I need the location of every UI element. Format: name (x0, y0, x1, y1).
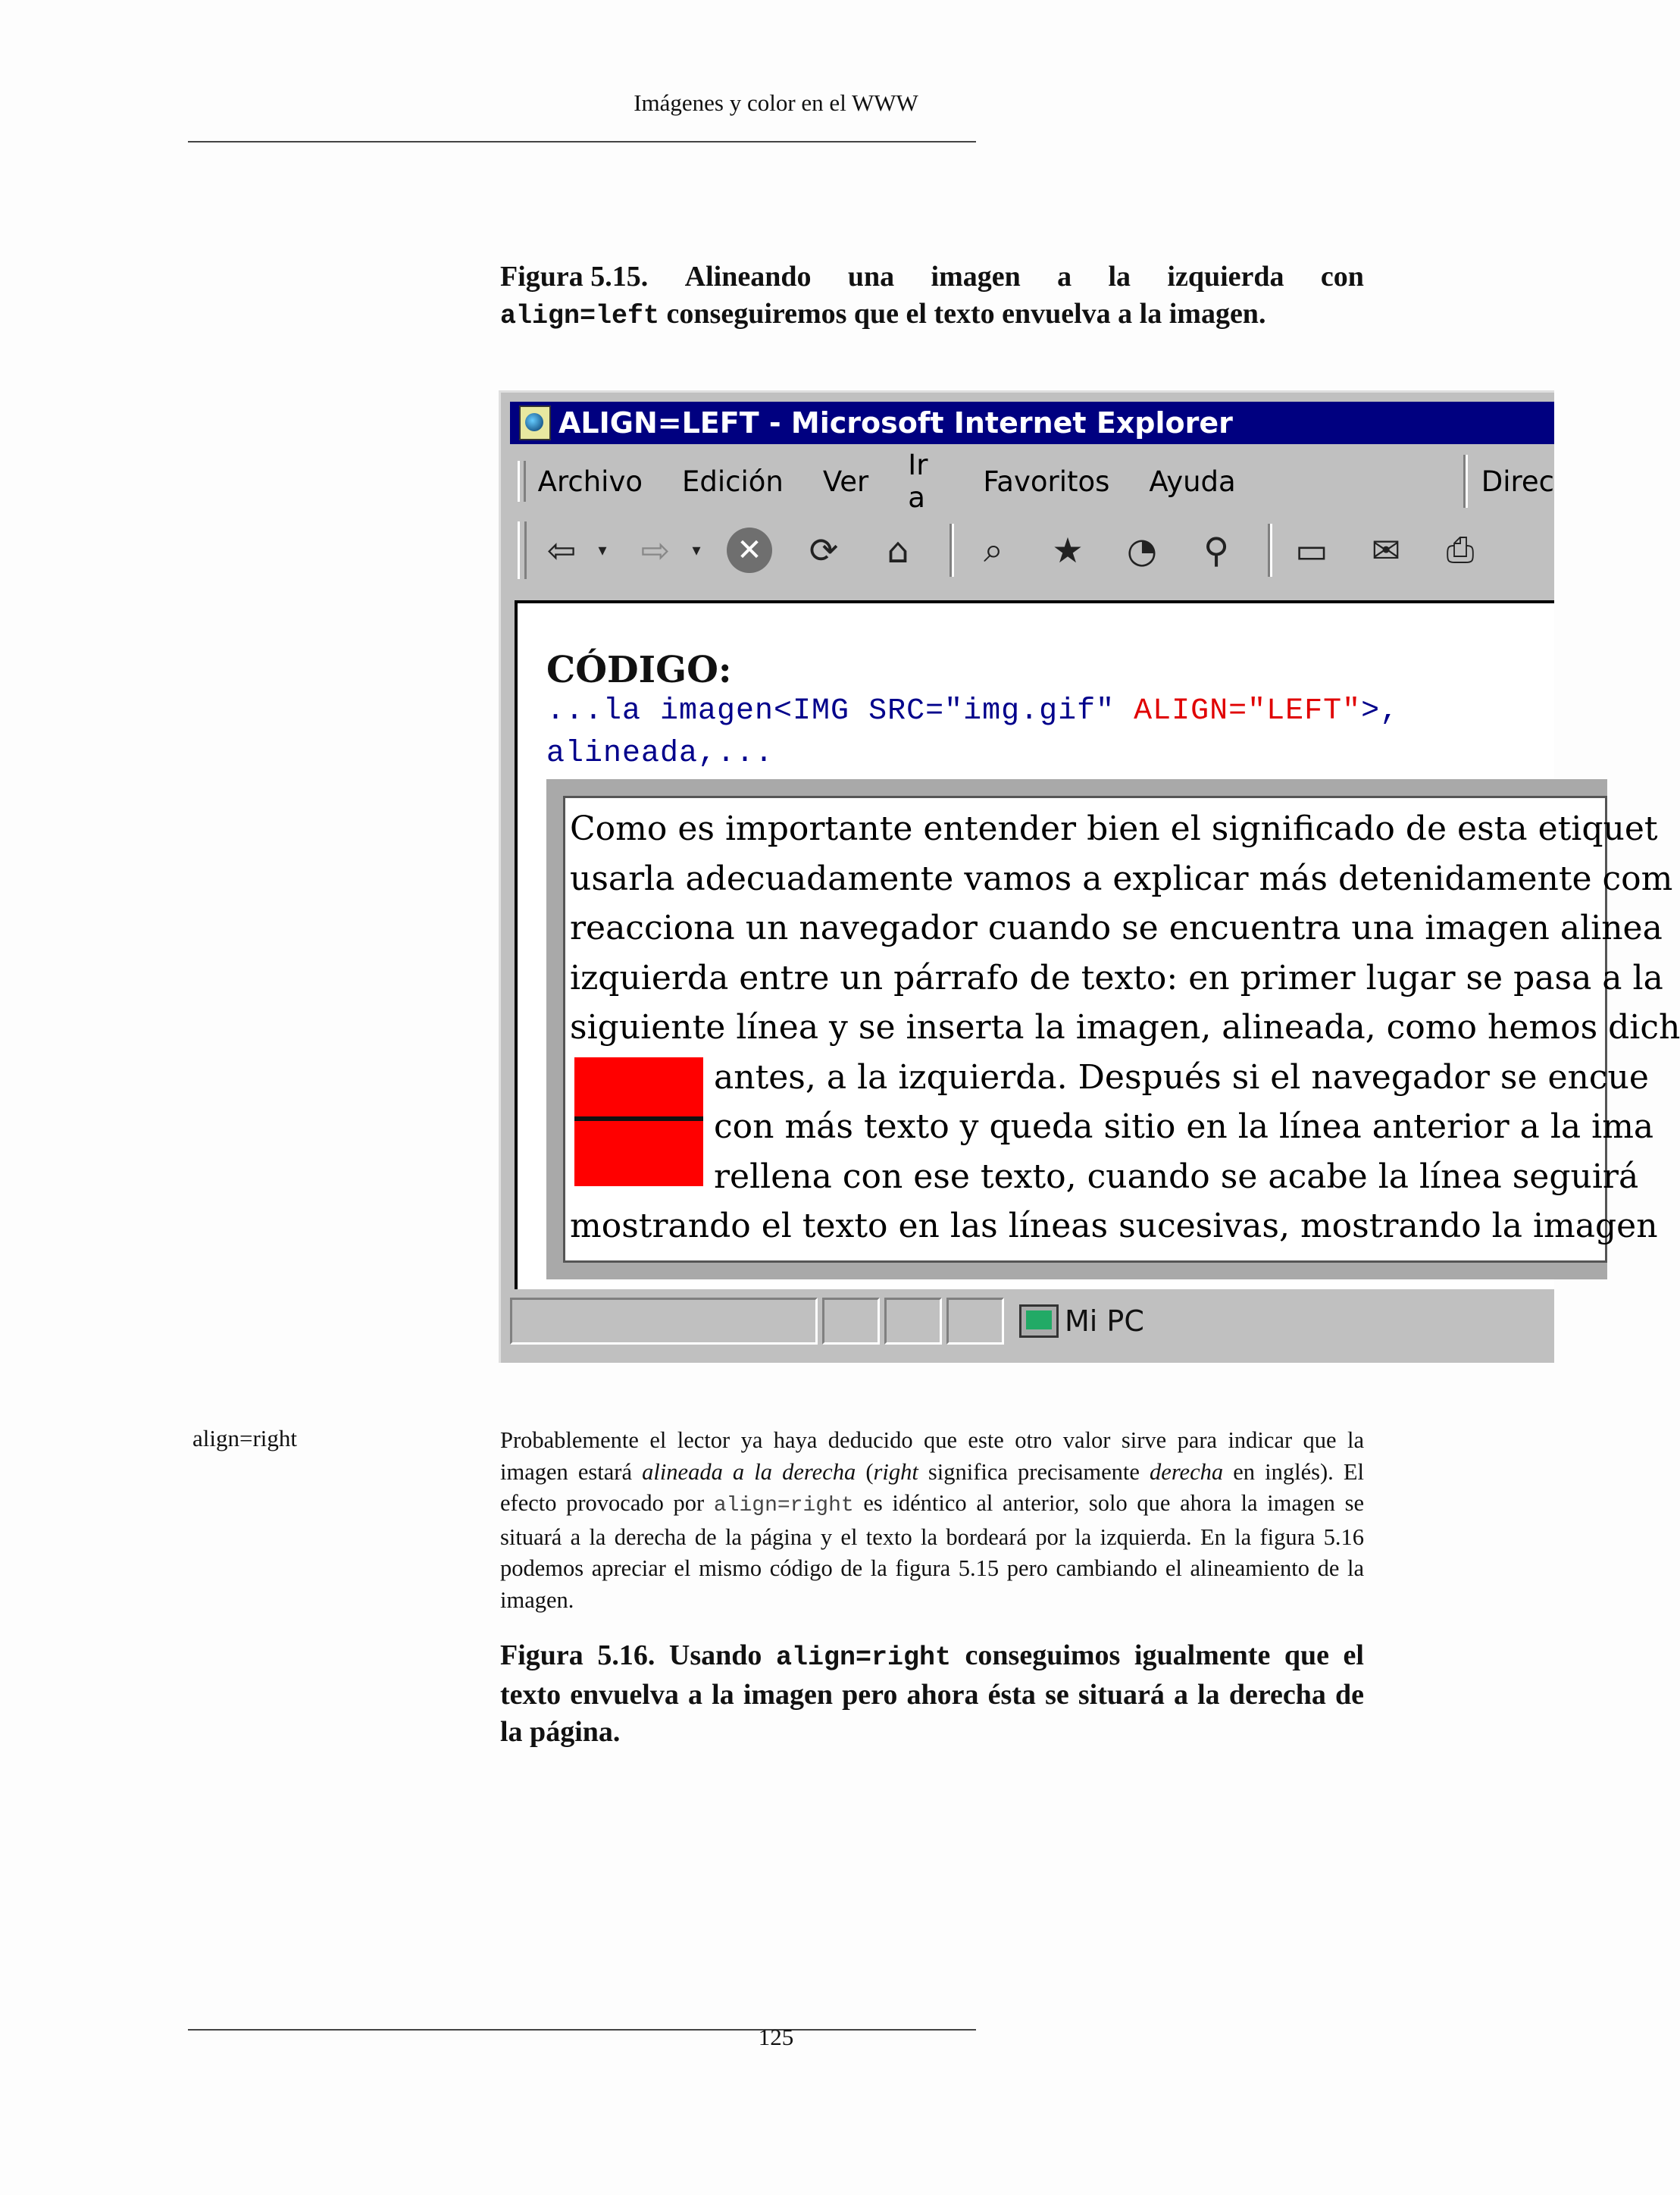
code-text-end: >, (1361, 694, 1400, 728)
fullscreen-icon[interactable]: ▭ (1295, 530, 1328, 571)
back-icon[interactable]: ⇦ (546, 530, 577, 571)
favorites-icon[interactable]: ★ (1052, 530, 1084, 571)
status-cell (946, 1298, 1004, 1345)
toolbar-divider (949, 524, 954, 577)
caption-code: align=right (775, 1642, 951, 1673)
margin-note: align=right (192, 1425, 298, 1451)
code-text: ...la imagen<IMG SRC="img.gif" (546, 694, 1134, 728)
demo-cell (563, 796, 1680, 1263)
status-cell (884, 1298, 942, 1345)
status-cell (822, 1298, 880, 1345)
code-line-1 (546, 694, 1399, 728)
body-text: Probablemente el lector ya haya deducido que este otro valor sirve para indicar que la imagen estará (500, 1427, 1364, 1485)
channels-icon[interactable]: ⚲ (1203, 530, 1229, 571)
window-title: ALIGN=LEFT - Microsoft Internet Explorer (558, 406, 1233, 440)
body-emphasis: alineada a la derecha (642, 1458, 856, 1485)
demo-line: usarla adecuadamente vamos a explicar más detenidamente com (570, 859, 1673, 898)
menu-ayuda[interactable]: Ayuda (1149, 465, 1236, 498)
computer-icon (1019, 1304, 1059, 1338)
history-icon[interactable]: ◔ (1126, 530, 1158, 571)
caption-word: imagen (931, 261, 1021, 293)
demo-line: mostrando el texto en las líneas sucesivas, mostrando la imagen (570, 1207, 1658, 1245)
address-label[interactable]: Direc (1481, 465, 1554, 498)
menu-favoritos[interactable]: Favoritos (983, 465, 1110, 498)
demo-line: izquierda entre un párrafo de texto: en primer lugar se pasa a la (570, 958, 1663, 997)
caption-line-2 (500, 296, 1364, 335)
internet-explorer-icon (519, 405, 551, 440)
menu-archivo[interactable]: Archivo (537, 465, 643, 498)
caption-prefix: Figura 5.16. Usando (500, 1639, 776, 1671)
caption-code: align=left (500, 301, 660, 331)
caption-rest: conseguiremos que el texto envuelva a la imagen. (659, 298, 1266, 330)
body-text: significa precisamente (918, 1458, 1150, 1485)
running-title: Imágenes y color en el WWW (634, 89, 918, 116)
figure-5-16-caption (500, 1637, 1364, 1751)
body-text: es idéntico al anterior, solo que ahora la imagen se situará a la derecha de la página y el texto la bordeará por la izquierda. En la figura 5.16 podemos apreciar el mismo código de la figura 5.15 pero cambiando el alineamiento de la imagen. (500, 1490, 1364, 1613)
body-paragraph (500, 1425, 1364, 1616)
forward-dropdown-icon[interactable]: ▾ (692, 540, 701, 560)
window-titlebar (510, 402, 1554, 444)
body-text: ( (856, 1458, 874, 1485)
toolbar-grip[interactable] (518, 461, 526, 502)
toolbar-divider (1268, 524, 1272, 577)
caption-word: una (847, 261, 895, 293)
caption-rest: conseguimos igualmente que el texto envuelva a la imagen pero ahora ésta se situará a la derecha de la página. (500, 1639, 1364, 1748)
figure-5-15-caption (500, 258, 1364, 335)
status-bar (510, 1296, 1554, 1346)
browser-screenshot (499, 390, 1680, 1363)
caption-word: la (1108, 261, 1131, 293)
caption-word: Alineando (684, 261, 812, 293)
demo-line: Como es importante entender bien el significado de esta etiquet (570, 809, 1658, 848)
mail-icon[interactable]: ✉ (1371, 530, 1401, 571)
home-icon[interactable]: ⌂ (887, 530, 909, 571)
demo-line: siguiente línea y se inserta la imagen, alineada, como hemos dich (570, 1008, 1680, 1047)
code-attribute: ALIGN="LEFT" (1134, 694, 1362, 728)
menu-bar (510, 449, 1554, 514)
body-text: en inglés). El efecto provocado por (500, 1458, 1364, 1516)
forward-icon[interactable]: ⇨ (640, 530, 671, 571)
stop-icon[interactable]: ✕ (727, 528, 772, 573)
menu-ver[interactable]: Ver (822, 465, 869, 498)
standard-toolbar (510, 515, 1554, 585)
demo-paragraph (570, 804, 1680, 1251)
caption-line-1 (500, 258, 1364, 296)
inline-code: align=right (713, 1494, 854, 1517)
page-number: 125 (758, 2024, 794, 2050)
toolbar-separator (1463, 455, 1468, 508)
demo-table (546, 779, 1680, 1279)
search-icon[interactable]: ⌕ (984, 529, 1003, 570)
caption-word: con (1320, 261, 1364, 293)
refresh-icon[interactable]: ⟳ (809, 530, 839, 571)
demo-line: reacciona un navegador cuando se encuentra una imagen alinea (570, 909, 1663, 947)
print-icon[interactable]: ⎙ (1446, 529, 1475, 570)
code-heading: CÓDIGO: (546, 649, 732, 691)
demo-line: rellena con ese texto, cuando se acabe la línea seguirá (714, 1157, 1639, 1196)
back-dropdown-icon[interactable]: ▾ (598, 540, 607, 560)
header-rule (188, 141, 976, 142)
code-line-2: alineada,... (546, 737, 774, 771)
menu-ir-a[interactable]: Ir a (908, 449, 928, 514)
status-cell-main (510, 1298, 818, 1345)
menu-edicion[interactable]: Edición (682, 465, 784, 498)
caption-word: a (1057, 261, 1072, 293)
body-emphasis: right (873, 1458, 918, 1485)
toolbar-grip[interactable] (518, 521, 527, 579)
caption-label: Figura 5.15. (500, 261, 649, 293)
browser-content-area (515, 600, 1680, 1289)
demo-line: antes, a la izquierda. Después si el navegador se encue (714, 1057, 1649, 1097)
status-zone-text: Mi PC (1065, 1304, 1144, 1338)
demo-line: con más texto y queda sitio en la línea anterior a la ima (714, 1107, 1654, 1146)
caption-word: izquierda (1167, 261, 1284, 293)
body-emphasis: derecha (1150, 1458, 1224, 1485)
